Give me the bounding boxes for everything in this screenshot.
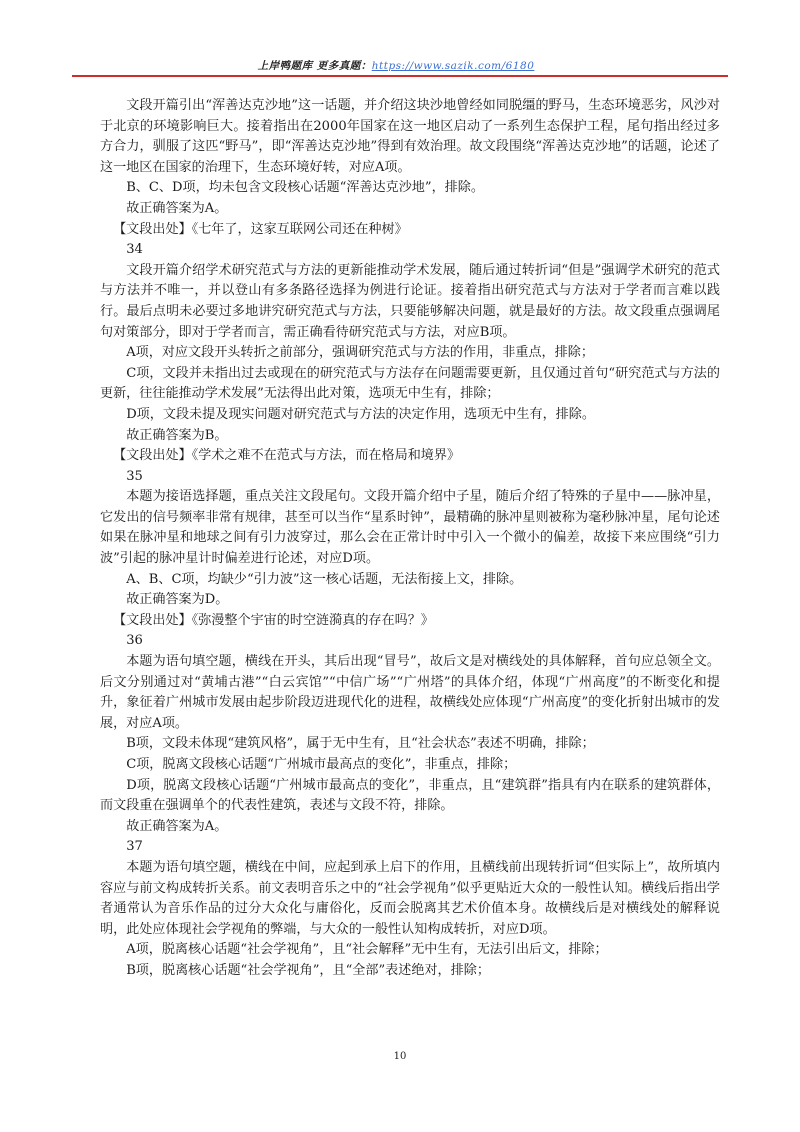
source-citation: 【文段出处】《七年了，这家互联网公司还在种树》 xyxy=(113,221,408,237)
header-label: 上岸鸭题库 更多真题： xyxy=(257,60,372,72)
question-number: 36 xyxy=(126,633,143,649)
paragraph: 故正确答案为B。 xyxy=(126,427,228,443)
paragraph: B项，文段未体现“建筑风格”，属于无中生有，且“社会状态”表述不明确，排除； xyxy=(126,736,595,752)
source-citation: 【文段出处】《学术之难不在范式与方法，而在格局和境界》 xyxy=(113,448,461,464)
paragraph: 本题为语句填空题，横线在开头，其后出现“冒号”，故后文是对横线处的具体解释，首句应总领全文。后文分别通过对“黄埔古港”“白云宾馆”“中信广场”“广州塔”的具体介绍，体现“广州高度”的不断变化和提升，象征着广州城市发展由起步阶段迈进现代化的进程，故横线处应体现“广州高度”的变化折射出城市的发展，对应A项。 xyxy=(100,654,720,731)
question-number: 37 xyxy=(126,839,143,855)
paragraph: 文段开篇引出“浑善达克沙地”这一话题，并介绍这块沙地曾经如同脱缰的野马，生态环境恶劣，风沙对于北京的环境影响巨大。接着指出在2000年国家在这一地区启动了一系列生态保护工程，尾句指出经过多方合力，驯服了这匹“野马”，即“浑善达克沙地”得到有效治理。故文段围绕“浑善达克沙地”的话题，论述了这一地区在国家的治理下，生态环境好转，对应A项。 xyxy=(100,98,720,175)
paragraph: A、B、C项，均缺少“引力波”这一核心话题，无法衔接上文，排除。 xyxy=(126,571,523,587)
page-header xyxy=(72,58,720,73)
paragraph: 故正确答案为A。 xyxy=(126,200,228,216)
header-divider xyxy=(72,75,728,77)
question-number: 35 xyxy=(126,468,143,484)
paragraph: B、C、D项，均未包含文段核心话题“浑善达克沙地”，排除。 xyxy=(126,180,484,196)
paragraph: 故正确答案为D。 xyxy=(126,592,229,608)
paragraph: A项，脱离核心话题“社会学视角”，且“社会解释”无中生有，无法引出后文，排除； xyxy=(126,942,608,958)
page-number: 10 xyxy=(393,1051,407,1062)
paragraph: 本题为接语选择题，重点关注文段尾句。文段开篇介绍中子星，随后介绍了特殊的子星中——脉冲星，它发出的信号频率非常有规律，甚至可以当作“星系时钟”，最精确的脉冲星则被称为毫秒脉冲星，尾句论述如果在脉冲星和地球之间有引力波穿过，那么会在正常计时中引入一个微小的偏差，故接下来应围绕“引力波”引起的脉冲星计时偏差进行论述，对应D项。 xyxy=(100,489,720,567)
paragraph: D项，文段未提及现实问题对研究范式与方法的决定作用，选项无中生有，排除。 xyxy=(126,406,595,422)
paragraph: A项，对应文段开头转折之前部分，强调研究范式与方法的作用，非重点，排除； xyxy=(126,345,594,361)
header-link[interactable]: https://www.sazik.com/6180 xyxy=(371,60,535,72)
paragraph: C项，脱离文段核心话题“广州城市最高点的变化”，非重点，排除； xyxy=(126,757,517,772)
question-number: 34 xyxy=(126,242,143,258)
paragraph: D项，脱离文段核心话题“广州城市最高点的变化”，非重点，且“建筑群”指具有内在联系的建筑群体，而文段重在强调单个的代表性建筑，表述与文段不符，排除。 xyxy=(100,777,720,814)
paragraph: B项，脱离核心话题“社会学视角”，且“全部”表述绝对，排除； xyxy=(126,962,490,978)
paragraph: 本题为语句填空题，横线在中间，应起到承上启下的作用，且横线前出现转折词“但实际上”，故所填内容应与前文构成转折关系。前文表明音乐之中的“社会学视角”似乎更贴近大众的一般性认知。横线后指出学者通常认为音乐作品的过分大众化与庸俗化，反而会脱离其艺术价值本身。故横线后是对横线处的解释说明，此处应体现社会学视角的弊端，与大众的一般性认知构成转折，对应D项。 xyxy=(100,859,720,937)
paragraph: C项，文段并未指出过去或现在的研究范式与方法存在问题需要更新，且仅通过首句“研究范式与方法的更新，往往能推动学术发展”无法得出此对策，选项无中生有，排除； xyxy=(100,365,720,402)
paragraph: 故正确答案为A。 xyxy=(126,818,228,834)
source-citation: 【文段出处】《弥漫整个宇宙的时空涟漪真的存在吗？》 xyxy=(113,612,434,628)
paragraph: 文段开篇介绍学术研究范式与方法的更新能推动学术发展，随后通过转折词“但是”强调学术研究的范式与方法并不唯一，并以登山有多条路径选择为例进行论证。接着指出研究范式与方法对于学者而言难以践行。最后点明未必要过多地讲究研究范式与方法，只要能够解决问题，就是最好的方法。故文段重点强调尾句对策部分，即对于学者而言，需正确看待研究范式与方法，对应B项。 xyxy=(100,262,720,340)
document-body xyxy=(100,96,720,982)
